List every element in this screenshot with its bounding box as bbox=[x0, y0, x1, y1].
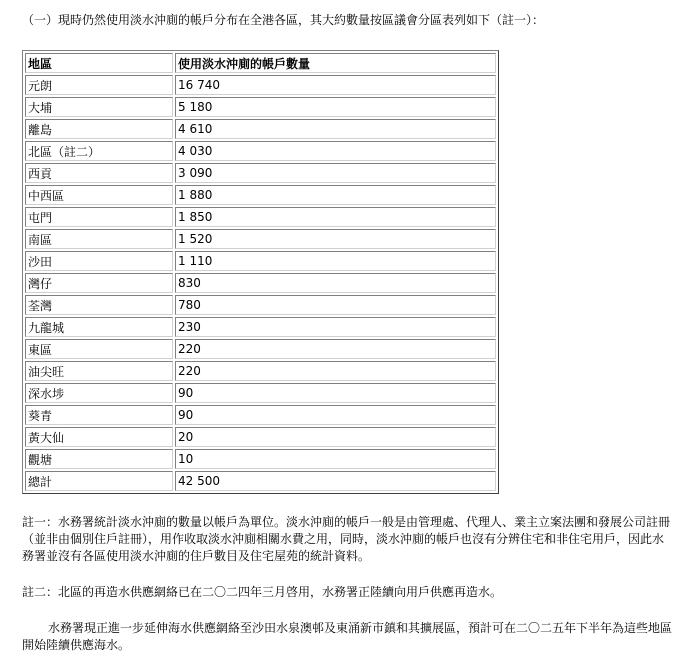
table-row bbox=[25, 229, 496, 249]
cell-district: 灣仔 bbox=[25, 273, 173, 293]
district-accounts-table bbox=[22, 50, 499, 494]
header-account-count: 使用淡水沖廁的帳戶數量 bbox=[175, 53, 496, 73]
table-row bbox=[25, 449, 496, 469]
cell-district: 黃大仙 bbox=[25, 427, 173, 447]
cell-district: 荃灣 bbox=[25, 295, 173, 315]
cell-district: 深水埗 bbox=[25, 383, 173, 403]
cell-account-count: 230 bbox=[175, 317, 496, 337]
table-row bbox=[25, 119, 496, 139]
table-row bbox=[25, 251, 496, 271]
cell-district: 南區 bbox=[25, 229, 173, 249]
cell-account-count: 1 880 bbox=[175, 185, 496, 205]
table-row bbox=[25, 361, 496, 381]
cell-account-count: 3 090 bbox=[175, 163, 496, 183]
cell-district: 葵青 bbox=[25, 405, 173, 425]
cell-district: 北區（註二） bbox=[25, 141, 173, 161]
cell-account-count: 1 850 bbox=[175, 207, 496, 227]
table-row bbox=[25, 97, 496, 117]
cell-district: 九龍城 bbox=[25, 317, 173, 337]
table-row bbox=[25, 317, 496, 337]
table-row bbox=[25, 273, 496, 293]
cell-account-count: 20 bbox=[175, 427, 496, 447]
cell-district: 東區 bbox=[25, 339, 173, 359]
cell-account-count: 90 bbox=[175, 383, 496, 403]
cell-account-count: 220 bbox=[175, 339, 496, 359]
cell-account-count: 4 610 bbox=[175, 119, 496, 139]
cell-district: 離島 bbox=[25, 119, 173, 139]
header-district: 地區 bbox=[25, 53, 173, 73]
cell-district: 油尖旺 bbox=[25, 361, 173, 381]
cell-account-count: 10 bbox=[175, 449, 496, 469]
table-row bbox=[25, 295, 496, 315]
cell-account-count: 1 110 bbox=[175, 251, 496, 271]
table-row bbox=[25, 405, 496, 425]
intro-text: （一）現時仍然使用淡水沖廁的帳戶分布在全港各區，其大約數量按區議會分區表列如下（註一）： bbox=[22, 13, 545, 27]
table-row bbox=[25, 471, 496, 491]
cell-account-count: 830 bbox=[175, 273, 496, 293]
table-body bbox=[25, 75, 496, 491]
cell-district: 元朗 bbox=[25, 75, 173, 95]
table-row bbox=[25, 75, 496, 95]
cell-account-count: 220 bbox=[175, 361, 496, 381]
body-paragraph: 水務署現正進一步延伸海水供應網絡至沙田水泉澳邨及東涌新市鎮和其擴展區，預計可在二〇二五年下半年為這些地區開始陸續供應海水。 bbox=[22, 621, 673, 652]
footnote-1: 註一：水務署統計淡水沖廁的數量以帳戶為單位。淡水沖廁的帳戶一般是由管理處、代理人、業主立案法團和發展公司註冊（並非由個別住戶註冊），用作收取淡水沖廁相關水費之用，同時，淡水沖廁的帳戶也沒有分辨住宅和非住宅用戶，因此水務署並沒有各區使用淡水沖廁的住戶數目及住宅屋苑的統計資料。 bbox=[22, 515, 671, 563]
cell-account-count: 42 500 bbox=[175, 471, 496, 491]
cell-district: 中西區 bbox=[25, 185, 173, 205]
cell-district: 觀塘 bbox=[25, 449, 173, 469]
table-row bbox=[25, 163, 496, 183]
cell-account-count: 780 bbox=[175, 295, 496, 315]
table-row bbox=[25, 427, 496, 447]
table-row bbox=[25, 383, 496, 403]
cell-account-count: 4 030 bbox=[175, 141, 496, 161]
cell-district: 沙田 bbox=[25, 251, 173, 271]
table-row bbox=[25, 141, 496, 161]
cell-account-count: 5 180 bbox=[175, 97, 496, 117]
cell-account-count: 16 740 bbox=[175, 75, 496, 95]
table-row bbox=[25, 339, 496, 359]
cell-district: 總計 bbox=[25, 471, 173, 491]
cell-account-count: 90 bbox=[175, 405, 496, 425]
table-header-row bbox=[25, 53, 496, 73]
table-row bbox=[25, 185, 496, 205]
cell-district: 屯門 bbox=[25, 207, 173, 227]
cell-district: 西貢 bbox=[25, 163, 173, 183]
cell-account-count: 1 520 bbox=[175, 229, 496, 249]
cell-district: 大埔 bbox=[25, 97, 173, 117]
table-row bbox=[25, 207, 496, 227]
footnote-2: 註二：北區的再造水供應網絡已在二〇二四年三月啓用，水務署正陸續向用戶供應再造水。 bbox=[22, 585, 503, 599]
